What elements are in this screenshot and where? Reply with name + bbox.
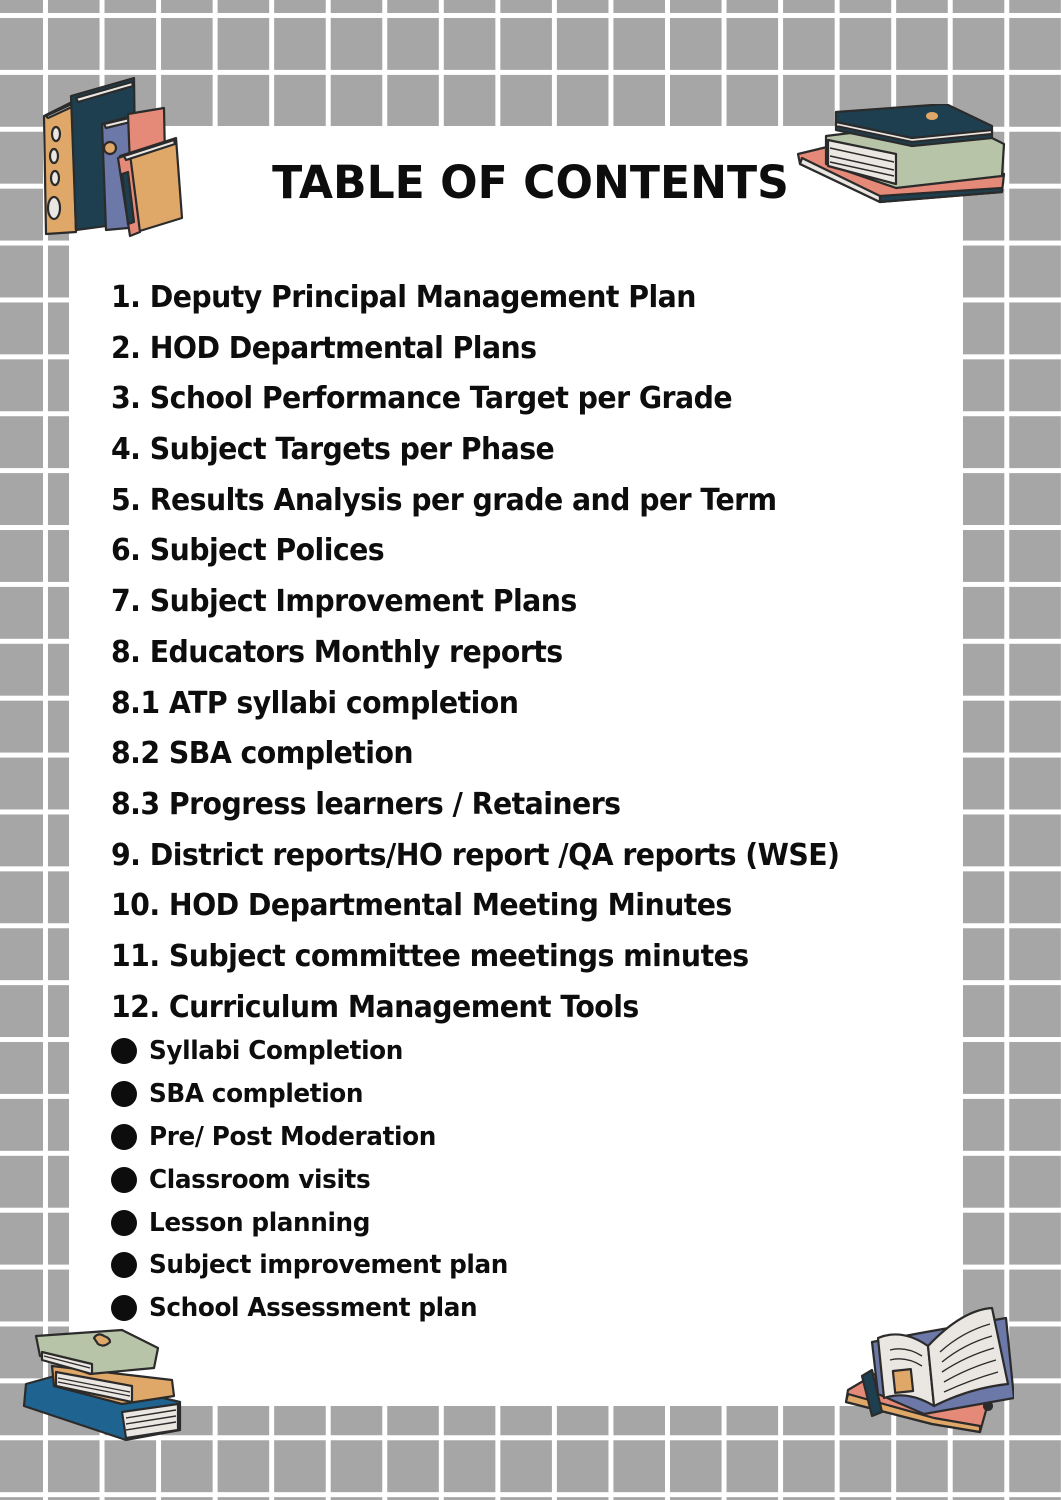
toc-item: 5. Results Analysis per grade and per Term: [111, 482, 777, 518]
toc-item: 3. School Performance Target per Grade: [111, 381, 733, 417]
bullet-icon: [111, 1124, 137, 1150]
toc-item: 11. Subject committee meetings minutes: [111, 938, 749, 974]
toc-item: 12. Curriculum Management Tools: [111, 989, 639, 1025]
sub-list-item: [111, 1116, 527, 1159]
bullet-icon: [111, 1167, 137, 1193]
toc-item: 10. HOD Departmental Meeting Minutes: [111, 888, 732, 924]
sub-item-label: Pre/ Post Moderation: [149, 1121, 436, 1152]
toc-item: 8.1 ATP syllabi completion: [111, 685, 519, 721]
bullet-icon: [111, 1210, 137, 1236]
toc-item: 7. Subject Improvement Plans: [111, 584, 577, 620]
sub-item-label: Lesson planning: [149, 1207, 371, 1238]
sub-list-item: [111, 1030, 527, 1073]
books-stack-bottom-left-icon: [22, 1326, 184, 1444]
bullet-icon: [111, 1252, 137, 1278]
toc-item: 8.3 Progress learners / Retainers: [111, 786, 621, 822]
curriculum-tools-list: [111, 1030, 527, 1330]
sub-list-item: [111, 1073, 527, 1116]
toc-item: 8.2 SBA completion: [111, 736, 414, 772]
toc-item: 1. Deputy Principal Management Plan: [111, 280, 696, 315]
bullet-icon: [111, 1038, 137, 1064]
table-of-contents: [111, 273, 894, 1033]
sub-list-item: [111, 1244, 527, 1287]
toc-item: 9. District reports/HO report /QA reports (WSE): [111, 837, 840, 873]
sub-item-label: Syllabi Completion: [149, 1036, 403, 1067]
toc-item: 6. Subject Polices: [111, 533, 385, 569]
toc-item: 8. Educators Monthly reports: [111, 634, 563, 670]
sub-list-item: [111, 1158, 527, 1201]
sub-list-item: [111, 1201, 527, 1244]
sub-item-label: Subject improvement plan: [149, 1250, 508, 1281]
sub-item-label: Classroom visits: [149, 1164, 371, 1195]
page-title: TABLE OF CONTENTS: [272, 156, 789, 209]
toc-item: 4. Subject Targets per Phase: [111, 432, 555, 468]
bullet-icon: [111, 1295, 137, 1321]
toc-item: 2. HOD Departmental Plans: [111, 330, 537, 366]
sub-item-label: School Assessment plan: [149, 1293, 478, 1324]
sub-list-item: [111, 1287, 527, 1330]
books-standing-icon: [36, 72, 186, 238]
open-book-icon: [842, 1302, 1014, 1434]
bullet-icon: [111, 1081, 137, 1107]
sub-item-label: SBA completion: [149, 1079, 364, 1110]
